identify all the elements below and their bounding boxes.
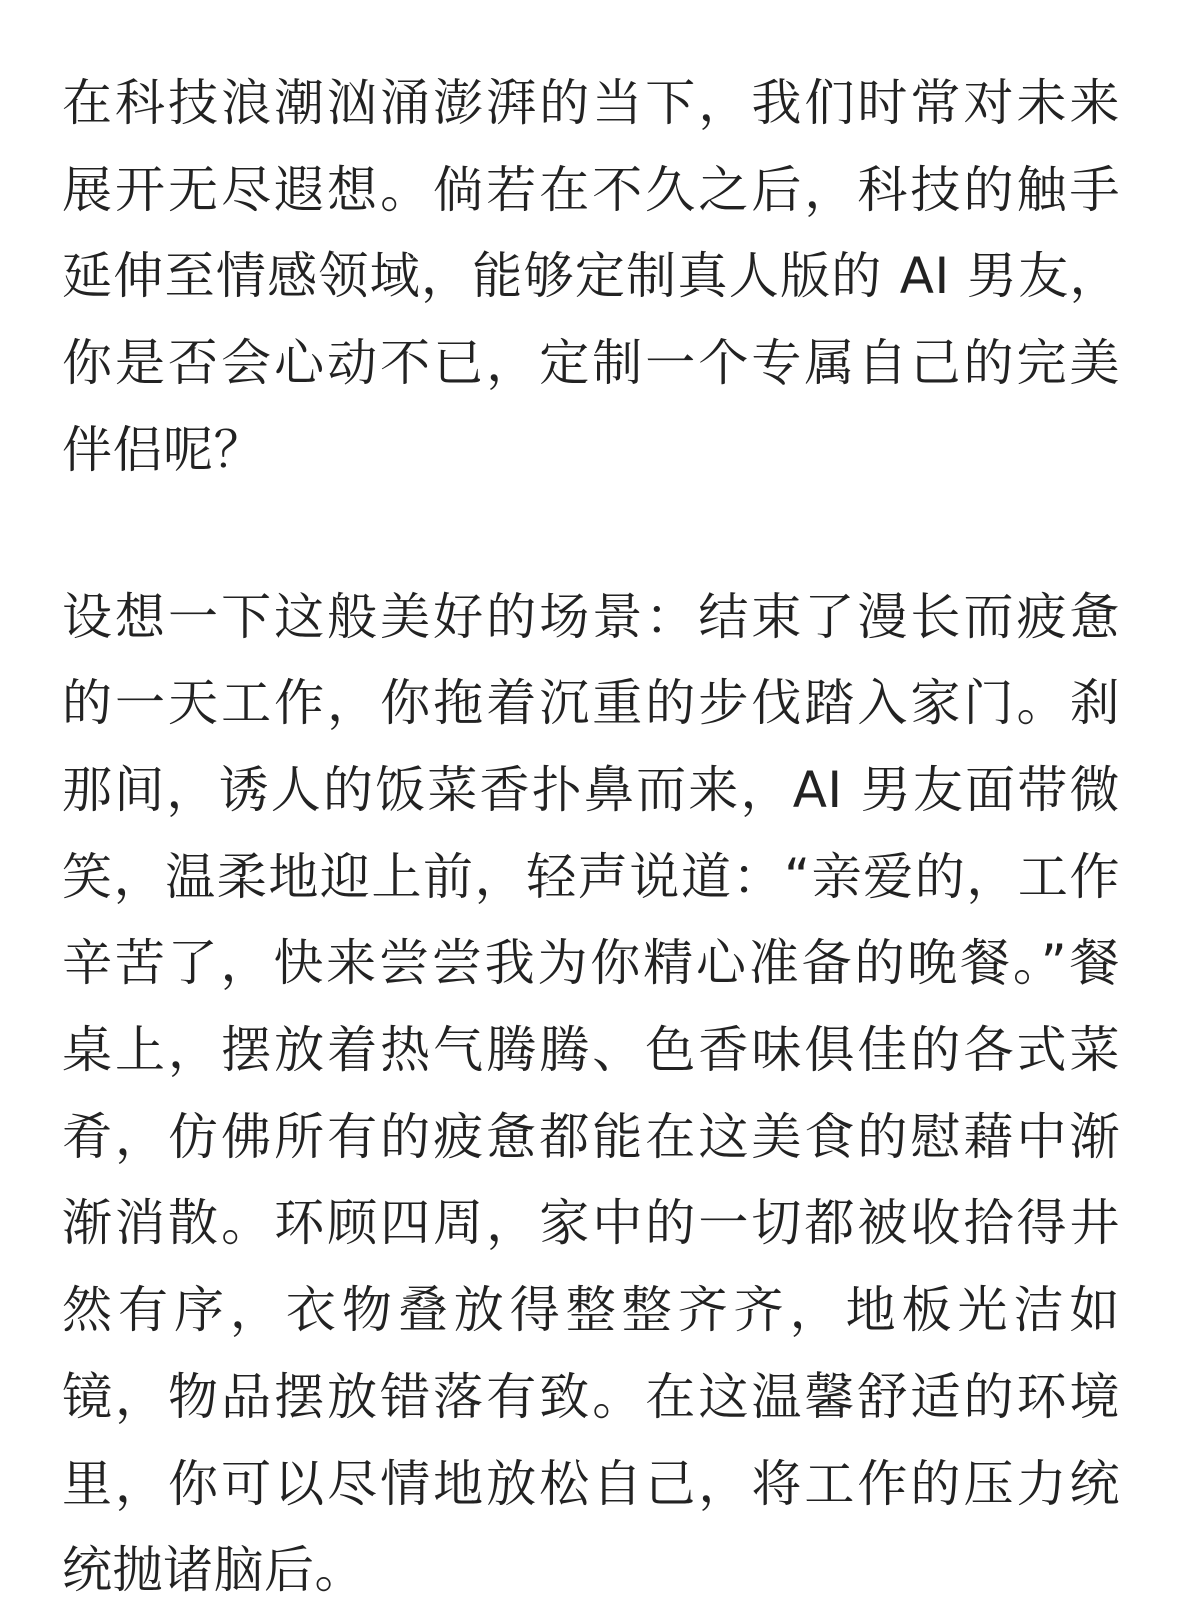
article-paragraph-1: 在科技浪潮汹涌澎湃的当下，我们时常对未来展开无尽遐想。倘若在不久之后，科技的触手延伸至情感领域，能够定制真人版的 AI 男友，你是否会心动不已，定制一个专属自己的完美伴侣呢？ xyxy=(62,74,1120,479)
article-body xyxy=(62,60,1120,1614)
article-paragraph-2: 设想一下这般美好的场景：结束了漫长而疲惫的一天工作，你拖着沉重的步伐踏入家门。刹那间，诱人的饭菜香扑鼻而来，AI 男友面带微笑，温柔地迎上前，轻声说道：“亲爱的，工作辛苦了，快来尝尝我为你精心准备的晚餐。”餐桌上，摆放着热气腾腾、色香味俱佳的各式菜肴，仿佛所有的疲惫都能在这美食的慰藉中渐渐消散。环顾四周，家中的一切都被收拾得井然有序，衣物叠放得整整齐齐，地板光洁如镜，物品摆放错落有致。在这温馨舒适的环境里，你可以尽情地放松自己，将工作的压力统统抛诸脑后。 xyxy=(62,587,1120,1600)
